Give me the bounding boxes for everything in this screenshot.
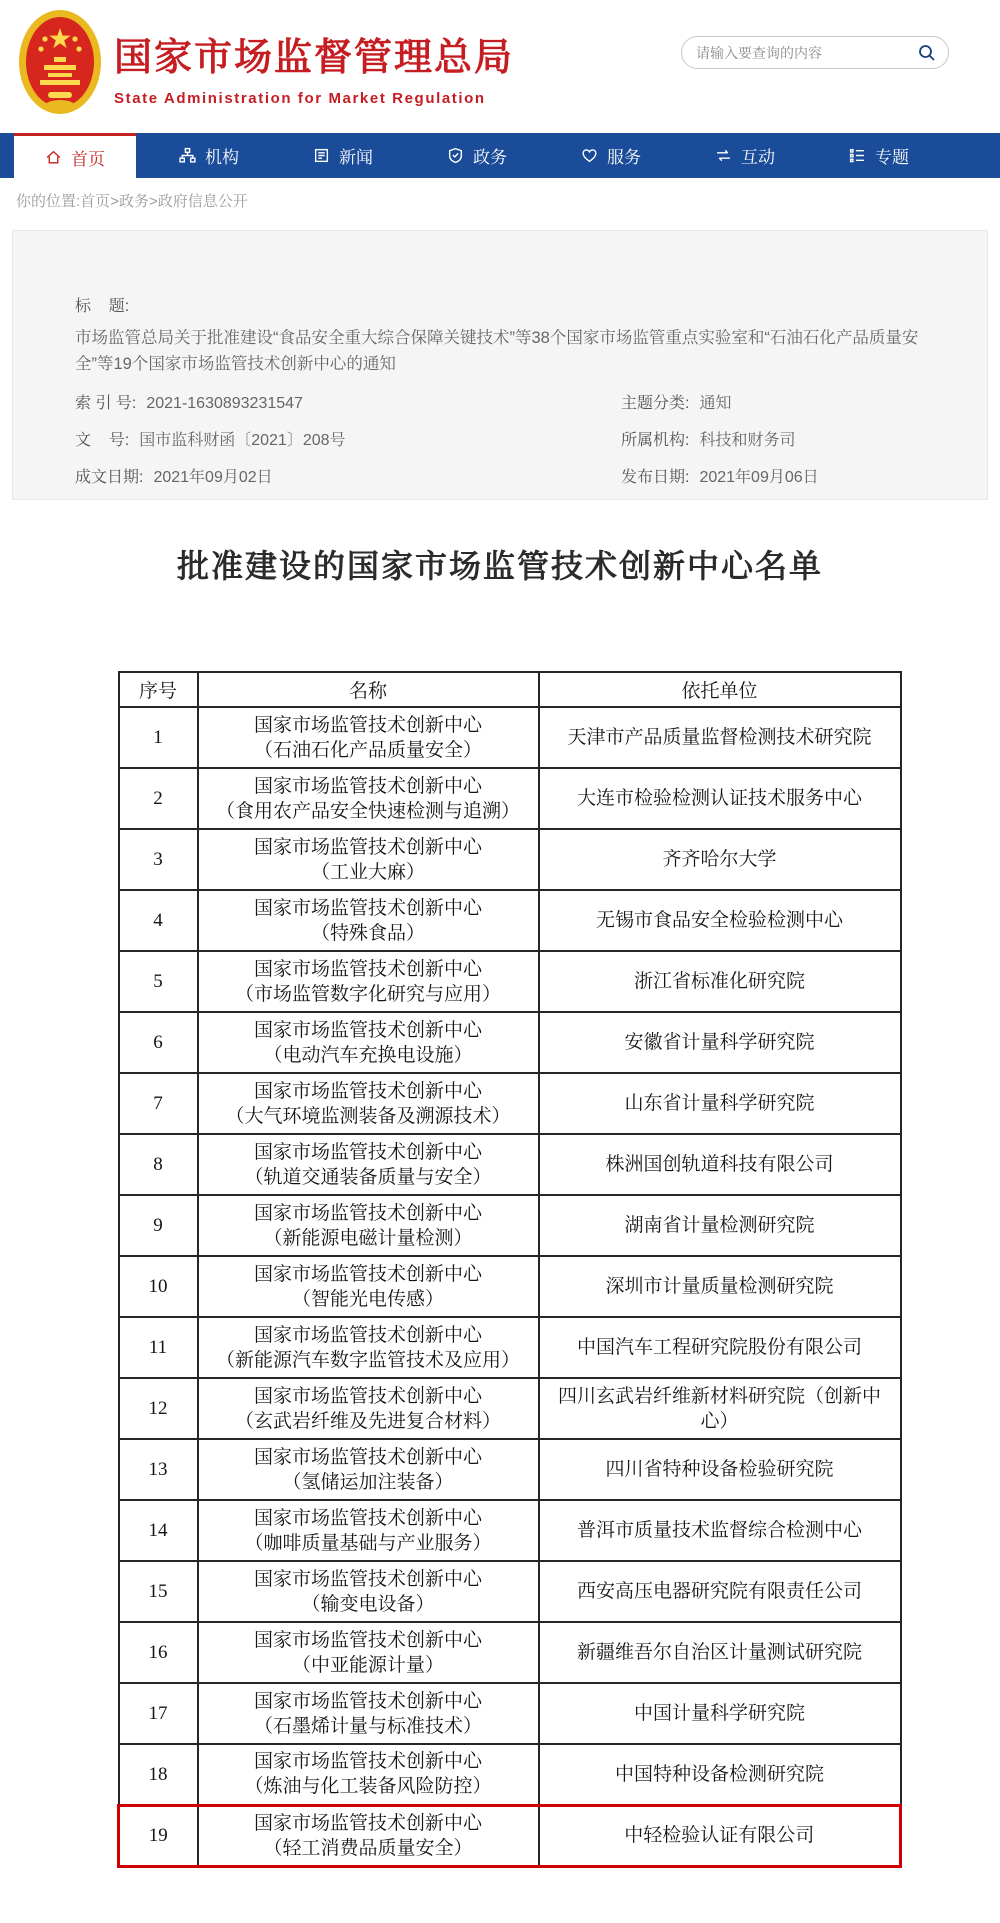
center-field-line: （智能光电传感） [291, 1288, 444, 1310]
site-title: 国家市场监督管理总局 [114, 37, 515, 79]
cell-index: 10 [119, 1256, 198, 1317]
cell-index: 2 [119, 768, 198, 829]
arrows-icon [715, 147, 732, 164]
cell-center-name [198, 1744, 539, 1805]
cell-host-org: 普洱市质量技术监督综合检测中心 [539, 1500, 901, 1561]
table-row [119, 768, 901, 829]
table-row [119, 890, 901, 951]
center-field-line: （轻工消费品质量安全） [263, 1837, 473, 1859]
cell-center-name [198, 1622, 539, 1683]
doc-field-value: 国市监科财函〔2021〕208号 [139, 432, 346, 449]
table-row [119, 1012, 901, 1073]
doc-title-label: 标 题: [75, 298, 130, 315]
cell-host-org: 大连市检验检测认证技术服务中心 [539, 768, 901, 829]
brand-block [114, 26, 514, 107]
cell-index: 1 [119, 707, 198, 768]
cell-host-org: 安徽省计量科学研究院 [539, 1012, 901, 1073]
search-icon[interactable] [918, 44, 936, 62]
cell-index: 16 [119, 1622, 198, 1683]
table-row [119, 1744, 901, 1805]
center-field-line: （氢储运加注装备） [282, 1471, 454, 1493]
cell-center-name [198, 890, 539, 951]
center-field-line: （轨道交通装备质量与安全） [244, 1166, 492, 1188]
cell-index: 7 [119, 1073, 198, 1134]
search-input[interactable] [694, 44, 918, 62]
doc-field-label: 成文日期: [75, 469, 144, 486]
center-name-line: 国家市场监管技术创新中心 [253, 1446, 482, 1468]
search-box[interactable] [681, 36, 949, 69]
cell-host-org: 中轻检验认证有限公司 [539, 1805, 901, 1866]
center-field-line: （特殊食品） [310, 922, 425, 944]
cell-index: 19 [119, 1805, 198, 1866]
cell-index: 5 [119, 951, 198, 1012]
national-emblem-logo [18, 8, 102, 126]
doc-field [75, 390, 621, 413]
center-name-line: 国家市场监管技术创新中心 [253, 1080, 482, 1102]
center-field-line: （中亚能源计量） [291, 1654, 444, 1676]
nav-item-label: 服务 [607, 148, 641, 167]
cell-index: 9 [119, 1195, 198, 1256]
cell-host-org: 四川玄武岩纤维新材料研究院（创新中心） [539, 1378, 901, 1439]
doc-field-label: 文 号: [75, 432, 130, 449]
table-row [119, 829, 901, 890]
table-row [119, 1500, 901, 1561]
doc-fields [75, 390, 929, 487]
cell-center-name [198, 829, 539, 890]
center-name-line: 国家市场监管技术创新中心 [253, 897, 482, 919]
breadcrumb-link[interactable]: 首页 [80, 193, 111, 210]
doc-field [621, 464, 929, 487]
cell-index: 6 [119, 1012, 198, 1073]
cell-center-name [198, 1256, 539, 1317]
cell-center-name [198, 1134, 539, 1195]
center-field-line: （新能源电磁计量检测） [263, 1227, 473, 1249]
doc-field [621, 427, 929, 450]
center-name-line: 国家市场监管技术创新中心 [253, 1629, 482, 1651]
cell-center-name [198, 951, 539, 1012]
center-field-line: （市场监管数字化研究与应用） [234, 983, 501, 1005]
centers-table-wrap [117, 671, 1000, 1868]
doc-field [621, 390, 929, 413]
doc-field-value: 2021年09月06日 [699, 469, 819, 486]
breadcrumb [16, 190, 1000, 210]
nav-item-interact[interactable] [684, 133, 806, 178]
doc-field-label: 主题分类: [621, 395, 690, 412]
doc-field-label: 所属机构: [621, 432, 690, 449]
main-nav [0, 133, 1000, 178]
cell-index: 17 [119, 1683, 198, 1744]
table-row [119, 1561, 901, 1622]
center-field-line: （玄武岩纤维及先进复合材料） [234, 1410, 501, 1432]
center-name-line: 国家市场监管技术创新中心 [253, 1324, 482, 1346]
table-row [119, 951, 901, 1012]
breadcrumb-separator: > [148, 193, 158, 210]
table-row [119, 1317, 901, 1378]
cell-host-org: 西安高压电器研究院有限责任公司 [539, 1561, 901, 1622]
cell-center-name [198, 1683, 539, 1744]
center-name-line: 国家市场监管技术创新中心 [253, 1507, 482, 1529]
table-row [119, 1378, 901, 1439]
cell-center-name [198, 707, 539, 768]
cell-center-name [198, 1805, 539, 1866]
site-header [0, 0, 1000, 133]
table-header-cell: 名称 [198, 672, 539, 707]
center-name-line: 国家市场监管技术创新中心 [253, 714, 482, 736]
table-row [119, 1195, 901, 1256]
nav-item-label: 专题 [875, 148, 909, 167]
table-row [119, 1073, 901, 1134]
center-name-line: 国家市场监管技术创新中心 [253, 1019, 482, 1041]
center-field-line: （输变电设备） [301, 1593, 435, 1615]
center-field-line: （食用农产品安全快速检测与追溯） [215, 800, 520, 822]
cell-center-name [198, 1195, 539, 1256]
center-name-line: 国家市场监管技术创新中心 [253, 1385, 482, 1407]
cell-host-org: 浙江省标准化研究院 [539, 951, 901, 1012]
doc-field-label: 索 引 号: [75, 395, 137, 412]
table-row [119, 1256, 901, 1317]
cell-center-name [198, 1073, 539, 1134]
cell-center-name [198, 1378, 539, 1439]
nav-item-label: 首页 [71, 149, 105, 169]
centers-table [117, 671, 902, 1868]
cell-host-org: 四川省特种设备检验研究院 [539, 1439, 901, 1500]
cell-center-name [198, 1561, 539, 1622]
page-title: 批准建设的国家市场监管技术创新中心名单 [176, 548, 823, 584]
cell-host-org: 山东省计量科学研究院 [539, 1073, 901, 1134]
nav-item-org[interactable] [148, 133, 270, 178]
cell-host-org: 湖南省计量检测研究院 [539, 1195, 901, 1256]
shield-icon [447, 147, 464, 164]
doc-field-value: 2021-1630893231547 [146, 395, 303, 412]
center-field-line: （石油石化产品质量安全） [253, 739, 482, 761]
nav-item-label: 新闻 [339, 148, 373, 167]
table-header-cell: 依托单位 [539, 672, 901, 707]
doc-field-value: 科技和财务司 [699, 432, 796, 449]
nav-item-news[interactable] [282, 133, 404, 178]
cell-center-name [198, 1439, 539, 1500]
cell-center-name [198, 1317, 539, 1378]
nav-item-topics[interactable] [818, 133, 940, 178]
org-chart-icon [179, 147, 196, 164]
cell-center-name [198, 1012, 539, 1073]
breadcrumb-prefix: 你的位置: [16, 193, 81, 210]
cell-host-org: 新疆维吾尔自治区计量测试研究院 [539, 1622, 901, 1683]
table-row [119, 1439, 901, 1500]
doc-info-panel [12, 230, 988, 500]
doc-field-label: 发布日期: [621, 469, 690, 486]
cell-host-org: 无锡市食品安全检验检测中心 [539, 890, 901, 951]
table-header-cell: 序号 [119, 672, 198, 707]
doc-field [75, 427, 621, 450]
breadcrumb-link[interactable]: 政府信息公开 [157, 193, 248, 210]
center-field-line: （咖啡质量基础与产业服务） [244, 1532, 492, 1554]
nav-item-service[interactable] [550, 133, 672, 178]
cell-index: 18 [119, 1744, 198, 1805]
table-row [119, 1805, 901, 1866]
cell-center-name [198, 1500, 539, 1561]
center-field-line: （工业大麻） [310, 861, 425, 883]
breadcrumb-link[interactable]: 政务 [118, 193, 149, 210]
cell-host-org: 株洲国创轨道科技有限公司 [539, 1134, 901, 1195]
cell-index: 14 [119, 1500, 198, 1561]
table-row [119, 707, 901, 768]
cell-index: 11 [119, 1317, 198, 1378]
center-field-line: （石墨烯计量与标准技术） [253, 1715, 482, 1737]
center-field-line: （新能源汽车数字监管技术及应用） [215, 1349, 520, 1371]
center-name-line: 国家市场监管技术创新中心 [253, 1263, 482, 1285]
center-name-line: 国家市场监管技术创新中心 [253, 775, 482, 797]
center-name-line: 国家市场监管技术创新中心 [253, 836, 482, 858]
doc-field-value: 2021年09月02日 [153, 469, 273, 486]
cell-host-org: 中国计量科学研究院 [539, 1683, 901, 1744]
doc-field [75, 464, 621, 487]
center-field-line: （大气环境监测装备及溯源技术） [225, 1105, 511, 1127]
center-name-line: 国家市场监管技术创新中心 [253, 1812, 482, 1834]
table-row [119, 1622, 901, 1683]
nav-item-gov[interactable] [416, 133, 538, 178]
cell-index: 13 [119, 1439, 198, 1500]
center-name-line: 国家市场监管技术创新中心 [253, 1568, 482, 1590]
center-name-line: 国家市场监管技术创新中心 [253, 1751, 482, 1773]
home-icon [45, 149, 62, 166]
cell-host-org: 中国特种设备检测研究院 [539, 1744, 901, 1805]
nav-item-label: 机构 [205, 148, 239, 167]
table-body [119, 707, 901, 1866]
center-field-line: （电动汽车充换电设施） [263, 1044, 473, 1066]
center-name-line: 国家市场监管技术创新中心 [253, 1690, 482, 1712]
table-header-row [119, 672, 901, 707]
doc-field-value: 通知 [699, 395, 732, 412]
heart-icon [581, 147, 598, 164]
newspaper-icon [313, 147, 330, 164]
center-field-line: （炼油与化工装备风险防控） [244, 1776, 492, 1798]
center-name-line: 国家市场监管技术创新中心 [253, 1202, 482, 1224]
cell-index: 4 [119, 890, 198, 951]
cell-host-org: 齐齐哈尔大学 [539, 829, 901, 890]
cell-index: 15 [119, 1561, 198, 1622]
cell-host-org: 中国汽车工程研究院股份有限公司 [539, 1317, 901, 1378]
table-row [119, 1683, 901, 1744]
cell-host-org: 深圳市计量质量检测研究院 [539, 1256, 901, 1317]
site-subtitle: State Administration for Market Regulation [114, 90, 486, 107]
table-row [119, 1134, 901, 1195]
center-name-line: 国家市场监管技术创新中心 [253, 958, 482, 980]
nav-item-label: 互动 [741, 148, 775, 167]
nav-item-home[interactable] [14, 133, 136, 178]
cell-index: 8 [119, 1134, 198, 1195]
center-name-line: 国家市场监管技术创新中心 [253, 1141, 482, 1163]
breadcrumb-separator: > [110, 193, 119, 210]
nav-item-label: 政务 [473, 148, 507, 167]
cell-index: 3 [119, 829, 198, 890]
list-icon [849, 147, 866, 164]
cell-center-name [198, 768, 539, 829]
cell-index: 12 [119, 1378, 198, 1439]
doc-title: 市场监管总局关于批准建设“食品安全重大综合保障关键技术”等38个国家市场监管重点实验室和“石油石化产品质量安全”等19个国家市场监管技术创新中心的通知 [75, 329, 919, 373]
cell-host-org: 天津市产品质量监督检测技术研究院 [539, 707, 901, 768]
